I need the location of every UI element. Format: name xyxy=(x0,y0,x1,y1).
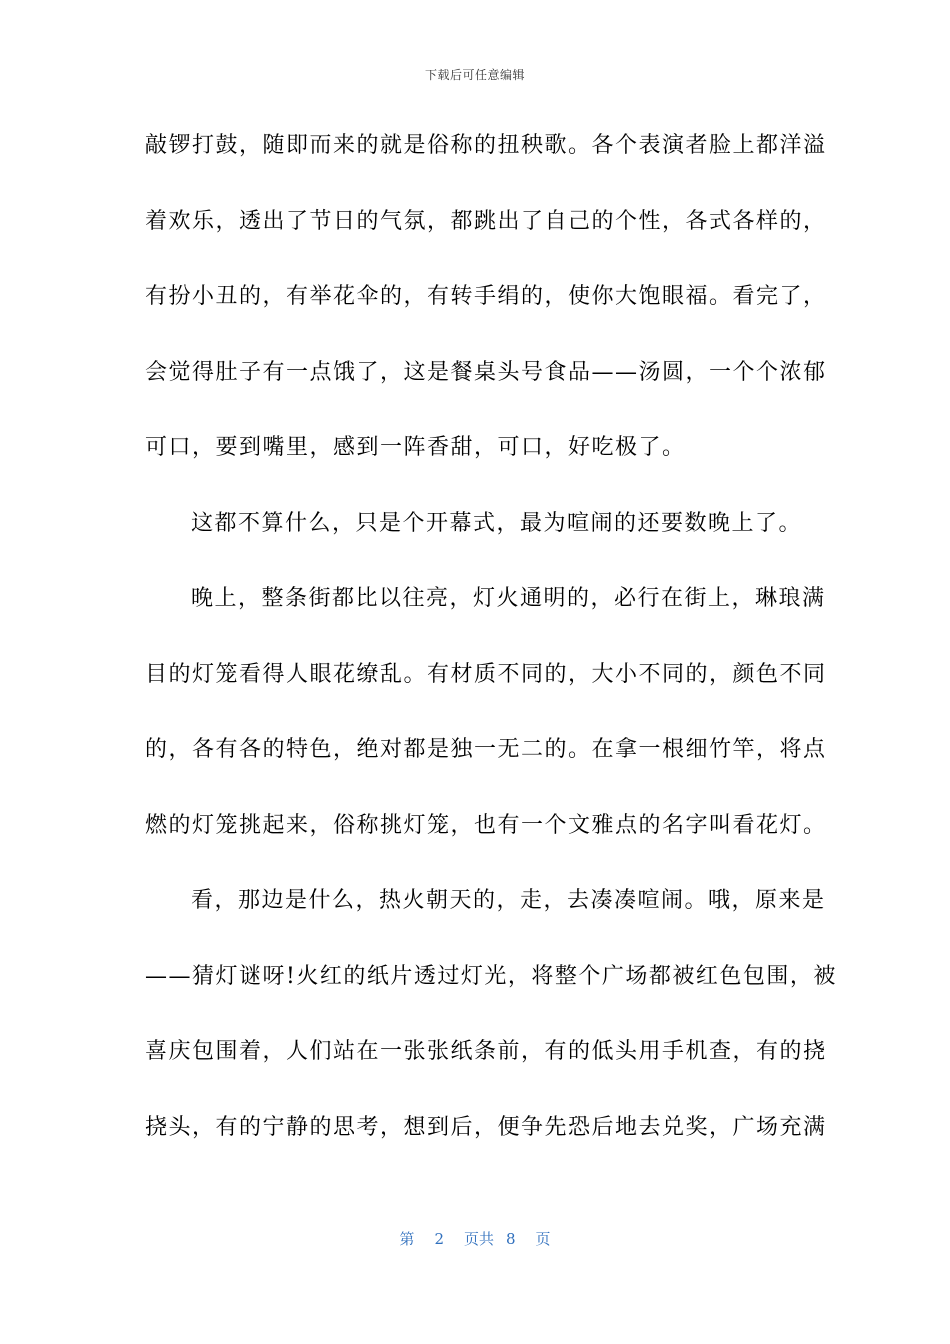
footer-prefix: 第 xyxy=(399,1230,415,1248)
current-page-number: 2 xyxy=(434,1230,444,1248)
paragraph-start-line: 晚上，整条街都比以往亮，灯火通明的，必行在街上，琳琅满 xyxy=(191,586,826,611)
paragraph-start-line: 看，那边是什么，热火朝天的，走，去凑凑喧闹。哦，原来是 xyxy=(191,888,826,913)
document-body xyxy=(145,128,837,1185)
paragraph-start-line: 这都不算什么，只是个开幕式，最为喧闹的还要数晚上了。 xyxy=(191,510,803,536)
text-line: 着欢乐，透出了节日的气氛，都跳出了自己的个性，各式各样的， xyxy=(145,208,827,234)
footer-suffix: 页 xyxy=(535,1230,551,1248)
text-line: 会觉得肚子有一点饿了，这是餐桌头号食品——汤圆，一个个浓郁 xyxy=(145,359,827,385)
page-header: 下载后可任意编辑 xyxy=(424,68,525,82)
text-line: ——猜灯谜呀!火红的纸片透过灯光，将整个广场都被红色包围，被 xyxy=(145,963,837,989)
text-line: 挠头，有的宁静的思考，想到后，便争先恐后地去兑奖，广场充满 xyxy=(145,1114,827,1140)
text-line: 喜庆包围着，人们站在一张张纸条前，有的低头用手机查，有的挠 xyxy=(145,1039,827,1064)
total-pages-number: 8 xyxy=(506,1230,516,1248)
text-line: 有扮小丑的，有举花伞的，有转手绢的，使你大饱眼福。看完了， xyxy=(145,284,827,309)
text-line: 敲锣打鼓，随即而来的就是俗称的扭秧歌。各个表演者脸上都洋溢 xyxy=(145,133,827,158)
page-footer xyxy=(0,1228,950,1249)
text-line: 燃的灯笼挑起来，俗称挑灯笼，也有一个文雅点的名字叫看花灯。 xyxy=(145,812,827,838)
footer-middle: 页共 xyxy=(463,1230,494,1248)
text-line: 可口，要到嘴里，感到一阵香甜，可口，好吃极了。 xyxy=(145,435,686,460)
text-line: 的，各有各的特色，绝对都是独一无二的。在拿一根细竹竿，将点 xyxy=(145,737,827,762)
text-line: 目的灯笼看得人眼花缭乱。有材质不同的，大小不同的，颜色不同 xyxy=(145,661,827,687)
